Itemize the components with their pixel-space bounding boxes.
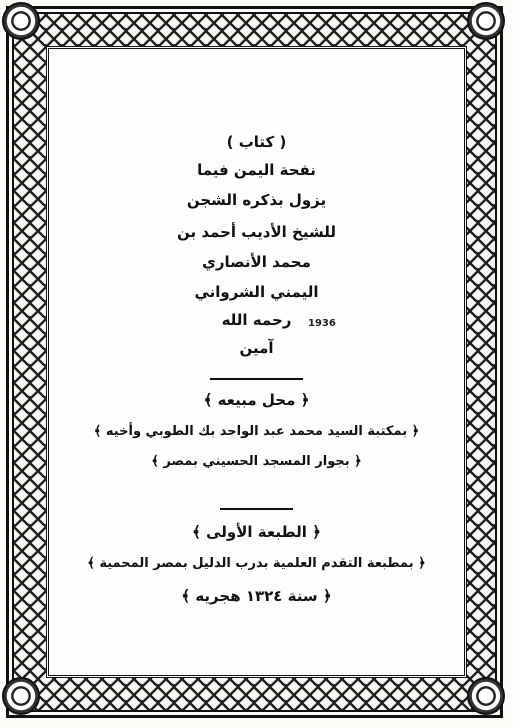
amen-line: آمين [239,339,274,357]
sale-line-1: ﴿ بمكتبة السيد محمد عبد الواحد بك الطوبي وأخيه ﴾ [93,424,420,439]
title-line-2: يزول بذكره الشجن [186,191,327,209]
author-line-1: للشيخ الأديب أحمد بن [177,223,336,241]
book-label: ( كتاب ) [226,133,287,151]
blessing-line: رحمه الله [221,311,292,329]
author-line-3: اليمني الشرواني [194,283,319,301]
year-line: ﴿ سنة ١٣٢٤ هجريه ﴾ [181,587,332,605]
divider [220,508,293,510]
corner-ornament-icon [467,677,505,715]
title-text-block [60,60,453,664]
author-line-2: محمد الأنصاري [202,253,311,271]
printer-line: ﴿ بمطبعة التقدم العلمية بدرب الدليل بمصر المحمية ﴾ [87,556,426,571]
corner-ornament-icon [467,2,505,40]
sale-heading: ﴿ محل مبيعه ﴾ [203,391,310,409]
corner-ornament-icon [2,2,40,40]
title-line-1: نفحة اليمن فيما [197,161,316,179]
sale-line-2: ﴿ بجوار المسجد الحسيني بمصر ﴾ [151,454,362,469]
handwritten-note: 1936 [308,318,336,329]
corner-ornament-icon [2,677,40,715]
edition-heading: ﴿ الطبعة الأولى ﴾ [192,523,321,541]
divider [210,378,303,380]
